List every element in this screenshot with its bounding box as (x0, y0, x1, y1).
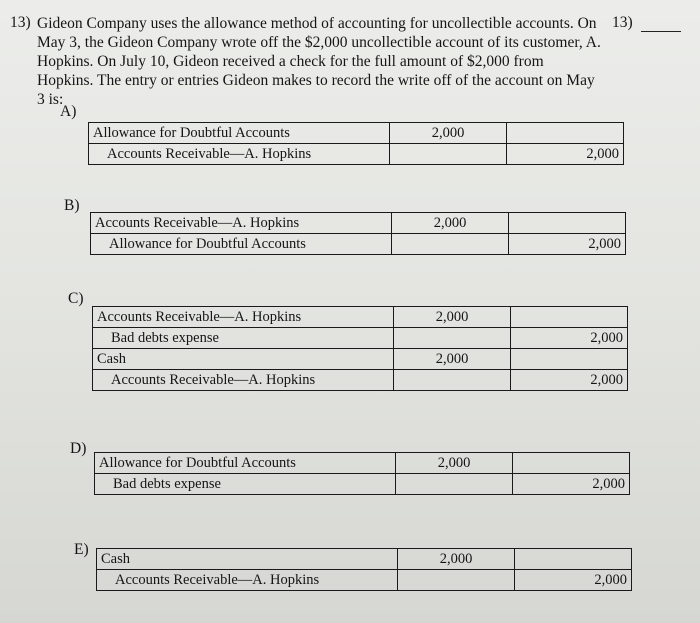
option-d-label[interactable]: D) (70, 440, 87, 457)
debit-amount: 2,000 (394, 307, 511, 328)
journal-row (93, 307, 628, 328)
credit-amount: 2,000 (511, 370, 628, 391)
account-name: Allowance for Doubtful Accounts (91, 234, 392, 255)
credit-amount: 2,000 (507, 144, 624, 165)
debit-amount (394, 328, 511, 349)
credit-amount (513, 453, 630, 474)
account-name: Accounts Receivable—A. Hopkins (91, 213, 392, 234)
option-b-label[interactable]: B) (64, 197, 80, 214)
question-number: 13) (10, 14, 31, 31)
credit-amount: 2,000 (515, 570, 632, 591)
debit-amount: 2,000 (398, 549, 515, 570)
debit-amount: 2,000 (394, 349, 511, 370)
option-b-journal-table (90, 212, 626, 255)
credit-amount: 2,000 (511, 328, 628, 349)
credit-amount (507, 123, 624, 144)
answer-blank-line[interactable] (641, 17, 681, 32)
account-name: Accounts Receivable—A. Hopkins (93, 307, 394, 328)
credit-amount: 2,000 (513, 474, 630, 495)
debit-amount (390, 144, 507, 165)
journal-row (95, 453, 630, 474)
journal-row (97, 570, 632, 591)
credit-amount (515, 549, 632, 570)
debit-amount: 2,000 (396, 453, 513, 474)
journal-row (91, 234, 626, 255)
option-e-label[interactable]: E) (74, 541, 89, 558)
answer-slot (612, 14, 681, 32)
account-name: Accounts Receivable—A. Hopkins (97, 570, 398, 591)
answer-label: 13) (612, 14, 633, 31)
journal-row (97, 549, 632, 570)
option-a-label[interactable]: A) (60, 103, 77, 120)
journal-row (93, 328, 628, 349)
debit-amount (398, 570, 515, 591)
debit-amount (392, 234, 509, 255)
journal-row (89, 144, 624, 165)
credit-amount (511, 349, 628, 370)
credit-amount: 2,000 (509, 234, 626, 255)
credit-amount (511, 307, 628, 328)
debit-amount (396, 474, 513, 495)
journal-row (95, 474, 630, 495)
debit-amount: 2,000 (390, 123, 507, 144)
journal-row (91, 213, 626, 234)
account-name: Allowance for Doubtful Accounts (89, 123, 390, 144)
account-name: Cash (97, 549, 398, 570)
account-name: Accounts Receivable—A. Hopkins (89, 144, 390, 165)
option-e-journal-table (96, 548, 632, 591)
question-text: Gideon Company uses the allowance method of accounting for uncollectible accounts. On May 3, the Gideon Company wrote off the $2,000 uncollectible account of its customer, A. Hopkins. On July 10, Gideon received a check for the full amount of $2,000 from Hopkins. The entry or entries Gideon makes to record the write off of the account on May 3 is: (37, 15, 601, 108)
option-c-journal-table (92, 306, 628, 391)
option-d-journal-table (94, 452, 630, 495)
account-name: Bad debts expense (93, 328, 394, 349)
account-name: Bad debts expense (95, 474, 396, 495)
option-a-journal-table (88, 122, 624, 165)
account-name: Cash (93, 349, 394, 370)
debit-amount (394, 370, 511, 391)
account-name: Accounts Receivable—A. Hopkins (93, 370, 394, 391)
journal-row (89, 123, 624, 144)
journal-row (93, 349, 628, 370)
debit-amount: 2,000 (392, 213, 509, 234)
credit-amount (509, 213, 626, 234)
account-name: Allowance for Doubtful Accounts (95, 453, 396, 474)
option-c-label[interactable]: C) (68, 290, 84, 307)
journal-row (93, 370, 628, 391)
